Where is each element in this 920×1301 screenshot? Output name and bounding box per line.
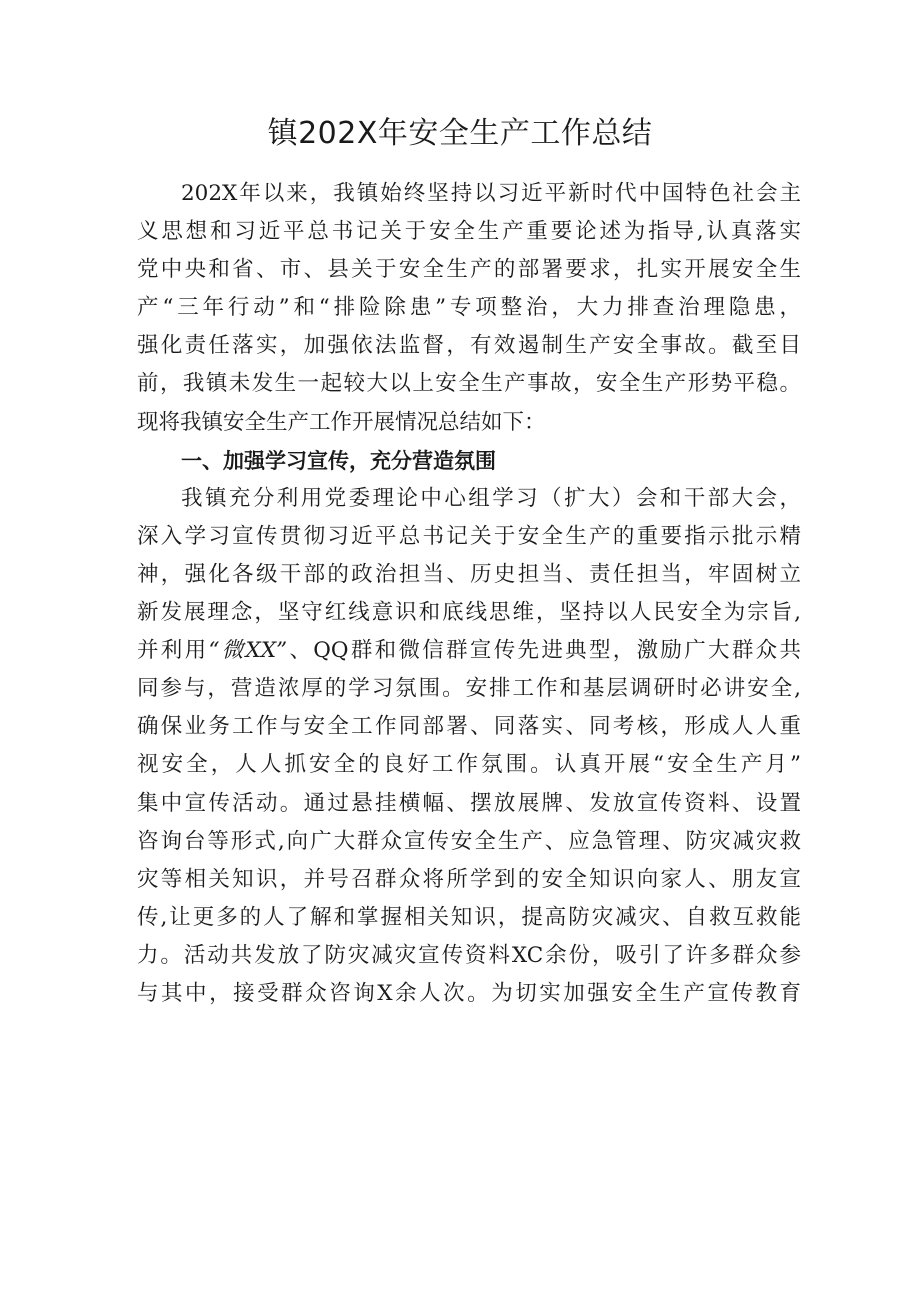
text-line: 灾等相关知识，并号召群众将所学到的安全知识向家人、朋友宣 <box>137 866 801 892</box>
text-line: 确保业务工作与安全工作同部署、同落实、同考核，形成人人重 <box>137 714 801 740</box>
text-line: 前，我镇未发生一起较大以上安全生产事故，安全生产形势平稳。 <box>137 371 801 397</box>
text-line: 202X年以来，我镇始终坚持以习近平新时代中国特色社会主 <box>181 181 801 206</box>
text-line: 党中央和省、市、县关于安全生产的部署要求，扎实开展安全生 <box>137 257 801 283</box>
text-segment: 并利用 <box>137 638 209 664</box>
document-title: 镇202X年安全生产工作总结 <box>267 116 653 151</box>
text-line: 与其中，接受群众咨询X余人次。为切实加强安全生产宣传教育 <box>137 980 801 1006</box>
section1-paragraph <box>137 480 801 1013</box>
intro-paragraph <box>137 175 801 442</box>
section-heading: 一、加强学习宣传，充分营造氛围 <box>181 448 496 473</box>
text-line: 传,让更多的人了解和掌握相关知识，提高防灾减灾、自救互救能 <box>137 904 801 930</box>
text-line: 同参与，营造浓厚的学习氛围。安排工作和基层调研时必讲安全, <box>137 676 801 702</box>
text-line-mixed <box>137 632 801 670</box>
italic-text-segment: “微XX” <box>208 638 288 664</box>
text-line: 我镇充分利用党委理论中心组学习（扩大）会和干部大会， <box>181 485 801 511</box>
text-line: 神，强化各级干部的政治担当、历史担当、责任担当，牢固树立 <box>137 561 801 587</box>
text-segment: 、QQ群和微信群宣传先进典型，激励广大群众共 <box>287 638 801 664</box>
text-line: 现将我镇安全生产工作开展情况总结如下： <box>137 409 546 435</box>
text-line: 强化责任落实，加强依法监督，有效遏制生产安全事故。截至目 <box>137 333 801 359</box>
text-line: 集中宣传活动。通过悬挂横幅、摆放展牌、发放宣传资料、设置 <box>137 790 801 816</box>
text-line: 义思想和习近平总书记关于安全生产重要论述为指导,认真落实 <box>137 219 801 245</box>
text-line: 深入学习宣传贯彻习近平总书记关于安全生产的重要指示批示精 <box>137 523 801 549</box>
text-line: 力。活动共发放了防灾减灾宣传资料XC余份，吸引了许多群众参 <box>137 942 801 968</box>
text-line: 产“三年行动”和“排险除患”专项整治，大力排查治理隐患， <box>137 295 801 321</box>
text-line: 视安全，人人抓安全的良好工作氛围。认真开展“安全生产月” <box>137 752 801 778</box>
text-line: 咨询台等形式,向广大群众宣传安全生产、应急管理、防灾减灾救 <box>137 828 801 854</box>
document-body <box>137 175 801 1013</box>
text-line: 新发展理念，坚守红线意识和底线思维，坚持以人民安全为宗旨, <box>137 600 801 626</box>
